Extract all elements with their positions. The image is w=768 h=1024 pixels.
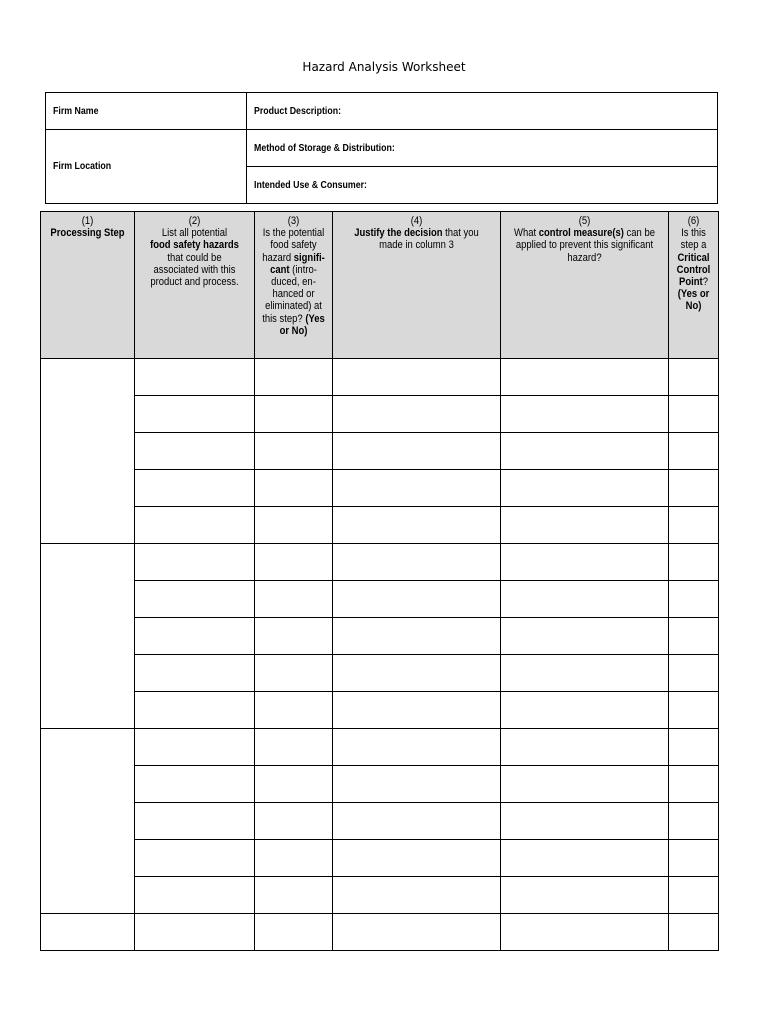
column-6-bold-1: Critical Control Point xyxy=(676,251,711,289)
table-row xyxy=(41,507,719,544)
significant-cell[interactable] xyxy=(255,803,333,840)
significant-cell[interactable] xyxy=(255,581,333,618)
significant-cell[interactable] xyxy=(255,914,333,951)
hazard-cell[interactable] xyxy=(135,433,255,470)
control-measure-cell[interactable] xyxy=(501,396,669,433)
column-6-bold-2: (Yes or No) xyxy=(677,288,710,313)
hazard-cell[interactable] xyxy=(135,618,255,655)
table-row xyxy=(41,544,719,581)
justification-cell[interactable] xyxy=(333,581,501,618)
ccp-cell[interactable] xyxy=(669,840,719,877)
ccp-cell[interactable] xyxy=(669,433,719,470)
significant-cell[interactable] xyxy=(255,729,333,766)
ccp-cell[interactable] xyxy=(669,914,719,951)
table-row xyxy=(41,840,719,877)
control-measure-cell[interactable] xyxy=(501,729,669,766)
justification-cell[interactable] xyxy=(333,359,501,396)
column-4-bold: Justify the decision xyxy=(354,227,443,240)
column-4-number: (4) xyxy=(410,215,423,227)
justification-cell[interactable] xyxy=(333,470,501,507)
table-row xyxy=(41,433,719,470)
page-title: Hazard Analysis Worksheet xyxy=(302,60,466,74)
control-measure-cell[interactable] xyxy=(501,840,669,877)
control-measure-cell[interactable] xyxy=(501,359,669,396)
justification-cell[interactable] xyxy=(333,544,501,581)
column-5-number: (5) xyxy=(578,215,591,227)
column-header-justify xyxy=(333,212,501,359)
ccp-cell[interactable] xyxy=(669,766,719,803)
significant-cell[interactable] xyxy=(255,655,333,692)
intended-use-cell[interactable] xyxy=(247,167,718,204)
column-3-number: (3) xyxy=(287,215,300,227)
firm-location-label: Firm Location xyxy=(53,161,112,172)
justification-cell[interactable] xyxy=(333,507,501,544)
justification-cell[interactable] xyxy=(333,729,501,766)
column-header-control-measures xyxy=(501,212,669,359)
hazard-cell[interactable] xyxy=(135,729,255,766)
hazard-cell[interactable] xyxy=(135,470,255,507)
ccp-cell[interactable] xyxy=(669,729,719,766)
table-row xyxy=(41,618,719,655)
control-measure-cell[interactable] xyxy=(501,581,669,618)
hazard-analysis-table xyxy=(40,211,719,951)
hazard-cell[interactable] xyxy=(135,359,255,396)
worksheet-body xyxy=(41,359,719,951)
justification-cell[interactable] xyxy=(333,655,501,692)
justification-cell[interactable] xyxy=(333,433,501,470)
ccp-cell[interactable] xyxy=(669,803,719,840)
hazard-cell[interactable] xyxy=(135,877,255,914)
control-measure-cell[interactable] xyxy=(501,618,669,655)
column-header-hazards xyxy=(135,212,255,359)
table-row xyxy=(41,359,719,396)
control-measure-cell[interactable] xyxy=(501,507,669,544)
column-4-text-1: that you made in column 3 xyxy=(379,227,479,252)
column-header-processing-step xyxy=(41,212,135,359)
ccp-cell[interactable] xyxy=(669,655,719,692)
table-row xyxy=(41,581,719,618)
control-measure-cell[interactable] xyxy=(501,470,669,507)
column-6-text-2: ? xyxy=(702,276,708,289)
hazard-cell[interactable] xyxy=(135,581,255,618)
hazard-cell[interactable] xyxy=(135,692,255,729)
significant-cell[interactable] xyxy=(255,544,333,581)
column-3-bold-2: (Yes or No) xyxy=(279,312,325,337)
table-row xyxy=(41,914,719,951)
significant-cell[interactable] xyxy=(255,692,333,729)
control-measure-cell[interactable] xyxy=(501,803,669,840)
significant-cell[interactable] xyxy=(255,618,333,655)
table-row xyxy=(41,470,719,507)
processing-step-cell[interactable] xyxy=(41,729,135,914)
hazard-cell[interactable] xyxy=(135,507,255,544)
column-2-bold: food safety hazards xyxy=(150,239,239,252)
firm-name-cell[interactable] xyxy=(46,93,247,130)
column-5-bold: control measure(s) xyxy=(538,227,624,240)
column-5-text-2: can be applied to prevent this significant hazard? xyxy=(515,227,655,264)
control-measure-cell[interactable] xyxy=(501,655,669,692)
column-3-bold-1: signifi-cant xyxy=(270,251,325,276)
control-measure-cell[interactable] xyxy=(501,692,669,729)
column-3-text-2: (intro-duced, en-hanced or eliminated) at this step? xyxy=(262,263,322,325)
significant-cell[interactable] xyxy=(255,766,333,803)
significant-cell[interactable] xyxy=(255,359,333,396)
ccp-cell[interactable] xyxy=(669,507,719,544)
justification-cell[interactable] xyxy=(333,766,501,803)
intended-use-label: Intended Use & Consumer: xyxy=(254,179,367,191)
hazard-cell[interactable] xyxy=(135,840,255,877)
hazard-cell[interactable] xyxy=(135,544,255,581)
column-3-text-1: Is the potential food safety hazard xyxy=(262,227,325,264)
significant-cell[interactable] xyxy=(255,470,333,507)
column-2-number: (2) xyxy=(188,215,201,227)
ccp-cell[interactable] xyxy=(669,544,719,581)
significant-cell[interactable] xyxy=(255,840,333,877)
hazard-cell[interactable] xyxy=(135,766,255,803)
justification-cell[interactable] xyxy=(333,396,501,433)
column-2-text-1: List all potential xyxy=(161,227,228,240)
ccp-cell[interactable] xyxy=(669,470,719,507)
firm-location-cell[interactable] xyxy=(46,130,247,204)
column-5-text-1: What xyxy=(514,227,537,240)
significant-cell[interactable] xyxy=(255,877,333,914)
justification-cell[interactable] xyxy=(333,803,501,840)
significant-cell[interactable] xyxy=(255,433,333,470)
control-measure-cell[interactable] xyxy=(501,433,669,470)
control-measure-cell[interactable] xyxy=(501,914,669,951)
ccp-cell[interactable] xyxy=(669,359,719,396)
table-row xyxy=(41,692,719,729)
ccp-cell[interactable] xyxy=(669,692,719,729)
hazard-cell[interactable] xyxy=(135,914,255,951)
hazard-cell[interactable] xyxy=(135,803,255,840)
processing-step-cell[interactable] xyxy=(41,359,135,544)
justification-cell[interactable] xyxy=(333,877,501,914)
column-2-text-2: that could be associated with this product and process. xyxy=(150,251,239,289)
column-header-significant xyxy=(255,212,333,359)
column-6-number: (6) xyxy=(687,215,700,227)
column-6-text-1: Is this step a xyxy=(680,227,707,252)
column-1-number: (1) xyxy=(81,215,94,227)
processing-step-cell[interactable] xyxy=(41,914,135,951)
hazard-cell[interactable] xyxy=(135,655,255,692)
firm-name-label: Firm Name xyxy=(53,105,99,117)
column-1-title: Processing Step xyxy=(50,227,125,240)
table-row xyxy=(41,655,719,692)
product-description-label: Product Description: xyxy=(254,105,342,117)
significant-cell[interactable] xyxy=(255,396,333,433)
storage-distribution-cell[interactable] xyxy=(247,130,718,167)
column-header-ccp xyxy=(669,212,719,359)
control-measure-cell[interactable] xyxy=(501,877,669,914)
table-row xyxy=(41,803,719,840)
control-measure-cell[interactable] xyxy=(501,766,669,803)
ccp-cell[interactable] xyxy=(669,396,719,433)
significant-cell[interactable] xyxy=(255,507,333,544)
processing-step-cell[interactable] xyxy=(41,544,135,729)
table-row xyxy=(41,877,719,914)
hazard-cell[interactable] xyxy=(135,396,255,433)
product-description-cell[interactable] xyxy=(247,93,718,130)
storage-distribution-label: Method of Storage & Distribution: xyxy=(254,142,395,154)
justification-cell[interactable] xyxy=(333,840,501,877)
control-measure-cell[interactable] xyxy=(501,544,669,581)
table-row xyxy=(41,396,719,433)
table-row xyxy=(41,766,719,803)
ccp-cell[interactable] xyxy=(669,877,719,914)
ccp-cell[interactable] xyxy=(669,618,719,655)
justification-cell[interactable] xyxy=(333,692,501,729)
justification-cell[interactable] xyxy=(333,914,501,951)
table-row xyxy=(41,729,719,766)
ccp-cell[interactable] xyxy=(669,581,719,618)
justification-cell[interactable] xyxy=(333,618,501,655)
firm-info-table xyxy=(45,92,718,204)
